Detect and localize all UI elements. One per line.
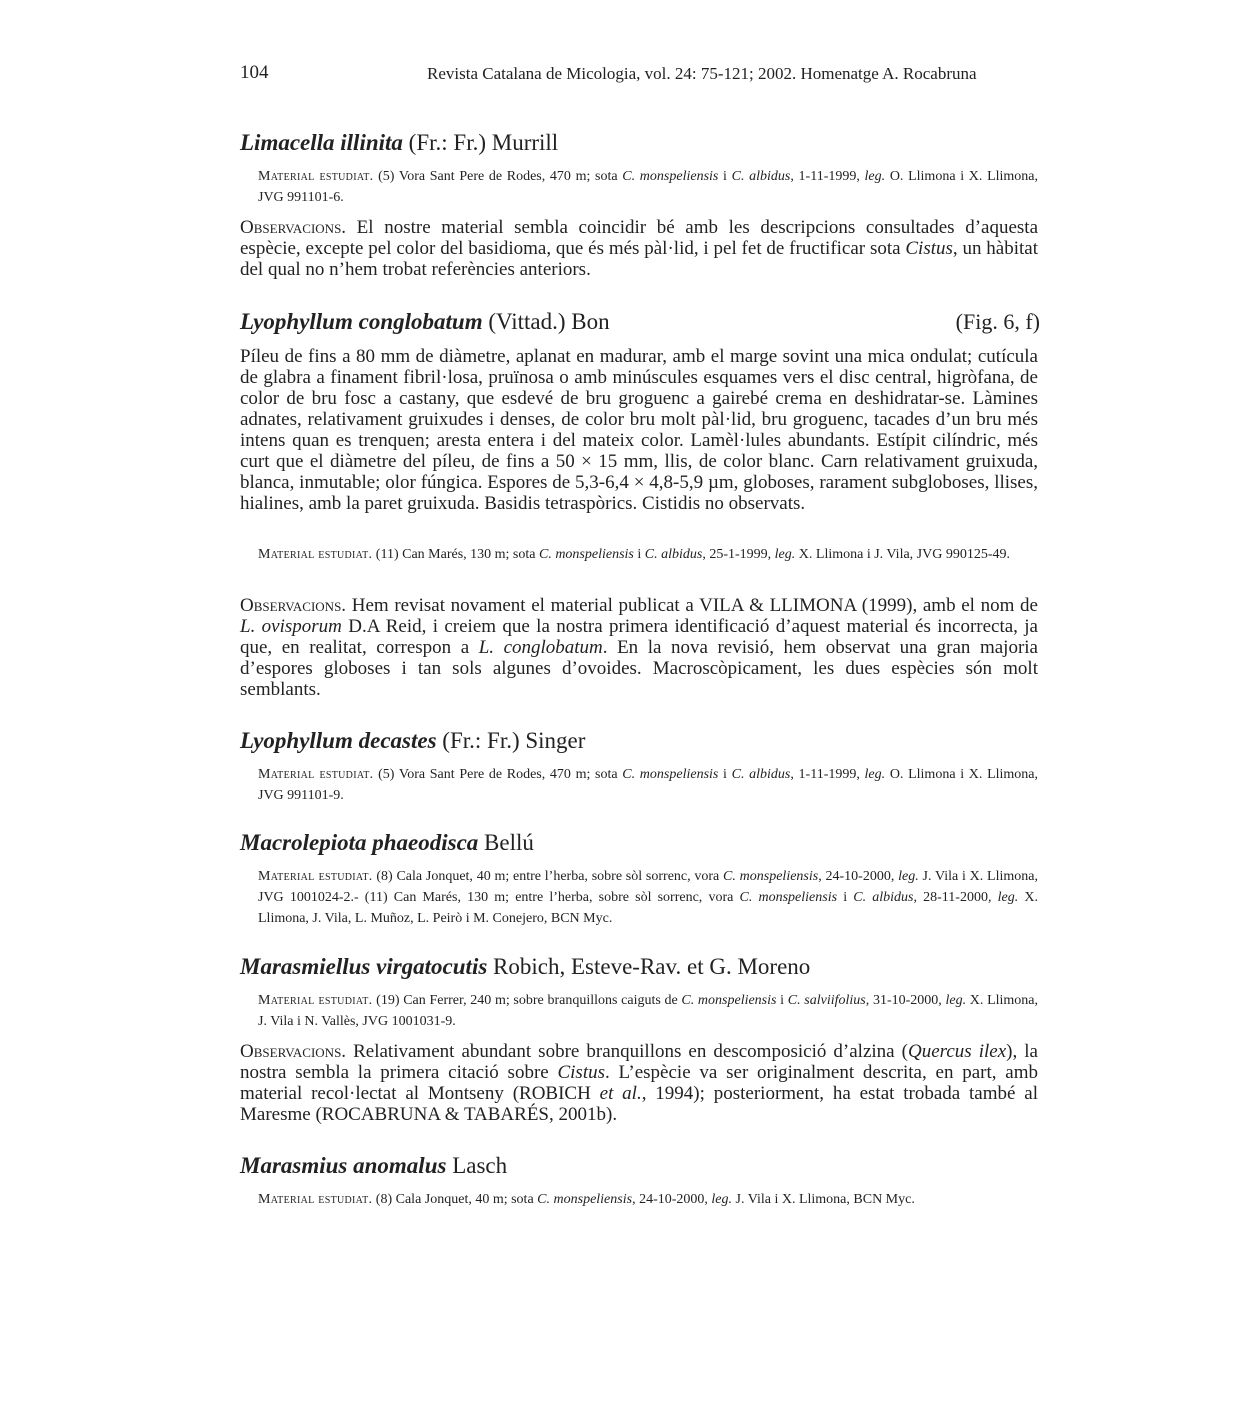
running-header: Revista Catalana de Micologia, vol. 24: 75-121; 2002. Homenatge A. Rocabruna (427, 64, 977, 83)
material-label: Material estudiat. (258, 869, 373, 884)
species-authority: Lasch (446, 1153, 508, 1178)
observations-label: Observacions. (240, 217, 347, 238)
observations-label: Observacions. (240, 1041, 347, 1062)
species-name: Lyophyllum conglobatum (240, 309, 483, 334)
material-limacella: Material estudiat. (5) Vora Sant Pere de Rodes, 470 m; sota C. monspeliensis i C. albidus, 1-11-1999, leg. O. Llimona i X. Llimona, JVG 991101-6. (258, 169, 1038, 205)
material-lyophyllum-conglobatum: Material estudiat. (11) Can Marés, 130 m; sota C. monspeliensis i C. albidus, 25-1-1999, leg. X. Llimona i J. Vila, JVG 990125-49. (258, 547, 1011, 562)
species-name: Lyophyllum decastes (240, 728, 437, 753)
species-authority: (Fr.: Fr.) Murrill (402, 130, 559, 155)
species-heading-macrolepiota (240, 829, 1040, 857)
material-marasmius: Material estudiat. (8) Cala Jonquet, 40 m; sota C. monspeliensis, 24-10-2000, leg. J. Vila i X. Llimona, BCN Myc. (258, 1192, 915, 1207)
observations-limacella: Observacions. El nostre material sembla coincidir bé amb les descripcions consultades d’aquesta espècie, excepte pel color del basidioma, que és més pàl·lid, i pel fet de fructificar sota Cistus, un hàbitat del qual no n’hem trobat referències anteriors. (240, 217, 1039, 280)
material-marasmiellus: Material estudiat. (19) Can Ferrer, 240 m; sobre branquillons caiguts de C. monspeliensis i C. salviifolius, 31-10-2000, leg. X. Llimona, J. Vila i N. Vallès, JVG 1001031-9. (258, 993, 1039, 1029)
species-heading-limacella (240, 129, 1040, 157)
species-authority: Robich, Esteve-Rav. et G. Moreno (487, 954, 811, 979)
material-macrolepiota: Material estudiat. (8) Cala Jonquet, 40 m; entre l’herba, sobre sòl sorrenc, vora C. monspeliensis, 24-10-2000, leg. J. Vila i X. Llimona, JVG 1001024-2.- (11) Can Marés, 130 m; entre l’herba, sobre sòl sorrenc, vora C. monspeliensis i C. albidus, 28-11-2000, leg. X. Llimona, J. Vila, L. Muñoz, L. Peirò i M. Conejero, BCN Myc. (258, 869, 1038, 926)
species-authority: (Fr.: Fr.) Singer (436, 728, 586, 753)
species-name: Marasmius anomalus (240, 1153, 447, 1178)
species-heading-lyophyllum-conglobatum (240, 308, 1040, 336)
figure-reference: (Fig. 6, f) (955, 309, 1040, 334)
observations-lyophyllum-conglobatum: Observacions. Hem revisat novament el material publicat a VILA & LLIMONA (1999), amb el nom de L. ovisporum D.A Reid, i creiem que la nostra primera identificació d’aquest material és incorrecta, ja que, en realitat, correspon a L. conglobatum. En la nova revisió, hem observat una gran majoria d’espores globoses i tan sols algunes d’ovoides. Macroscòpicament, les dues espècies són molt semblants. (240, 595, 1038, 700)
material-label: Material estudiat. (258, 1192, 373, 1207)
species-name: Marasmiellus virgatocutis (240, 954, 488, 979)
species-name: Macrolepiota phaeodisca (240, 830, 479, 855)
species-name: Limacella illinita (240, 130, 403, 155)
page-number: 104 (240, 62, 269, 83)
material-label: Material estudiat. (258, 169, 374, 184)
species-heading-marasmiellus (240, 953, 1040, 981)
material-lyophyllum-decastes: Material estudiat. (5) Vora Sant Pere de Rodes, 470 m; sota C. monspeliensis i C. albidus, 1-11-1999, leg. O. Llimona i X. Llimona, JVG 991101-9. (258, 767, 1038, 803)
species-authority: (Vittad.) Bon (482, 309, 610, 334)
material-label: Material estudiat. (258, 767, 374, 782)
observations-label: Observacions. (240, 595, 347, 616)
species-heading-lyophyllum-decastes (240, 727, 1040, 755)
species-authority: Bellú (478, 830, 534, 855)
observations-marasmiellus: Observacions. Relativament abundant sobre branquillons en descomposició d’alzina (Quercus ilex), la nostra sembla la primera citació sobre Cistus. L’espècie va ser originalment descrita, en part, amb material recol·lectat al Montseny (ROBICH et al., 1994); posteriorment, ha estat trobada també al Maresme (ROCABRUNA & TABARÉS, 2001b). (240, 1041, 1038, 1125)
material-label: Material estudiat. (258, 993, 373, 1008)
description-lyophyllum-conglobatum: Píleu de fins a 80 mm de diàmetre, aplanat en madurar, amb el marge sovint una mica ondulat; cutícula de glabra a finament fibril·losa, pruïnosa o amb minúscules esquames vers el disc central, higròfana, de color de bru fosc a castany, que esdevé de bru groguenc a gairebé crema en deshidratar-se. Làmines adnates, relativament gruixudes i denses, de color bru molt pàl·lid, bru groguenc, tacades d’un bru més intens quan es trenquen; aresta entera i del mateix color. Lamèl·lules abundants. Estípit cilíndric, més curt que el diàmetre del píleu, de fins a 50 × 15 mm, llis, de color blanc. Carn relativament gruixuda, blanca, inmutable; olor fúngica. Espores de 5,3-6,4 × 4,8-5,9 µm, globoses, rarament subgloboses, llises, hialines, amb la paret gruixuda. Basidis tetraspòrics. Cistidis no observats. (240, 346, 1038, 514)
species-heading-marasmius (240, 1152, 1040, 1180)
material-label: Material estudiat. (258, 547, 373, 562)
